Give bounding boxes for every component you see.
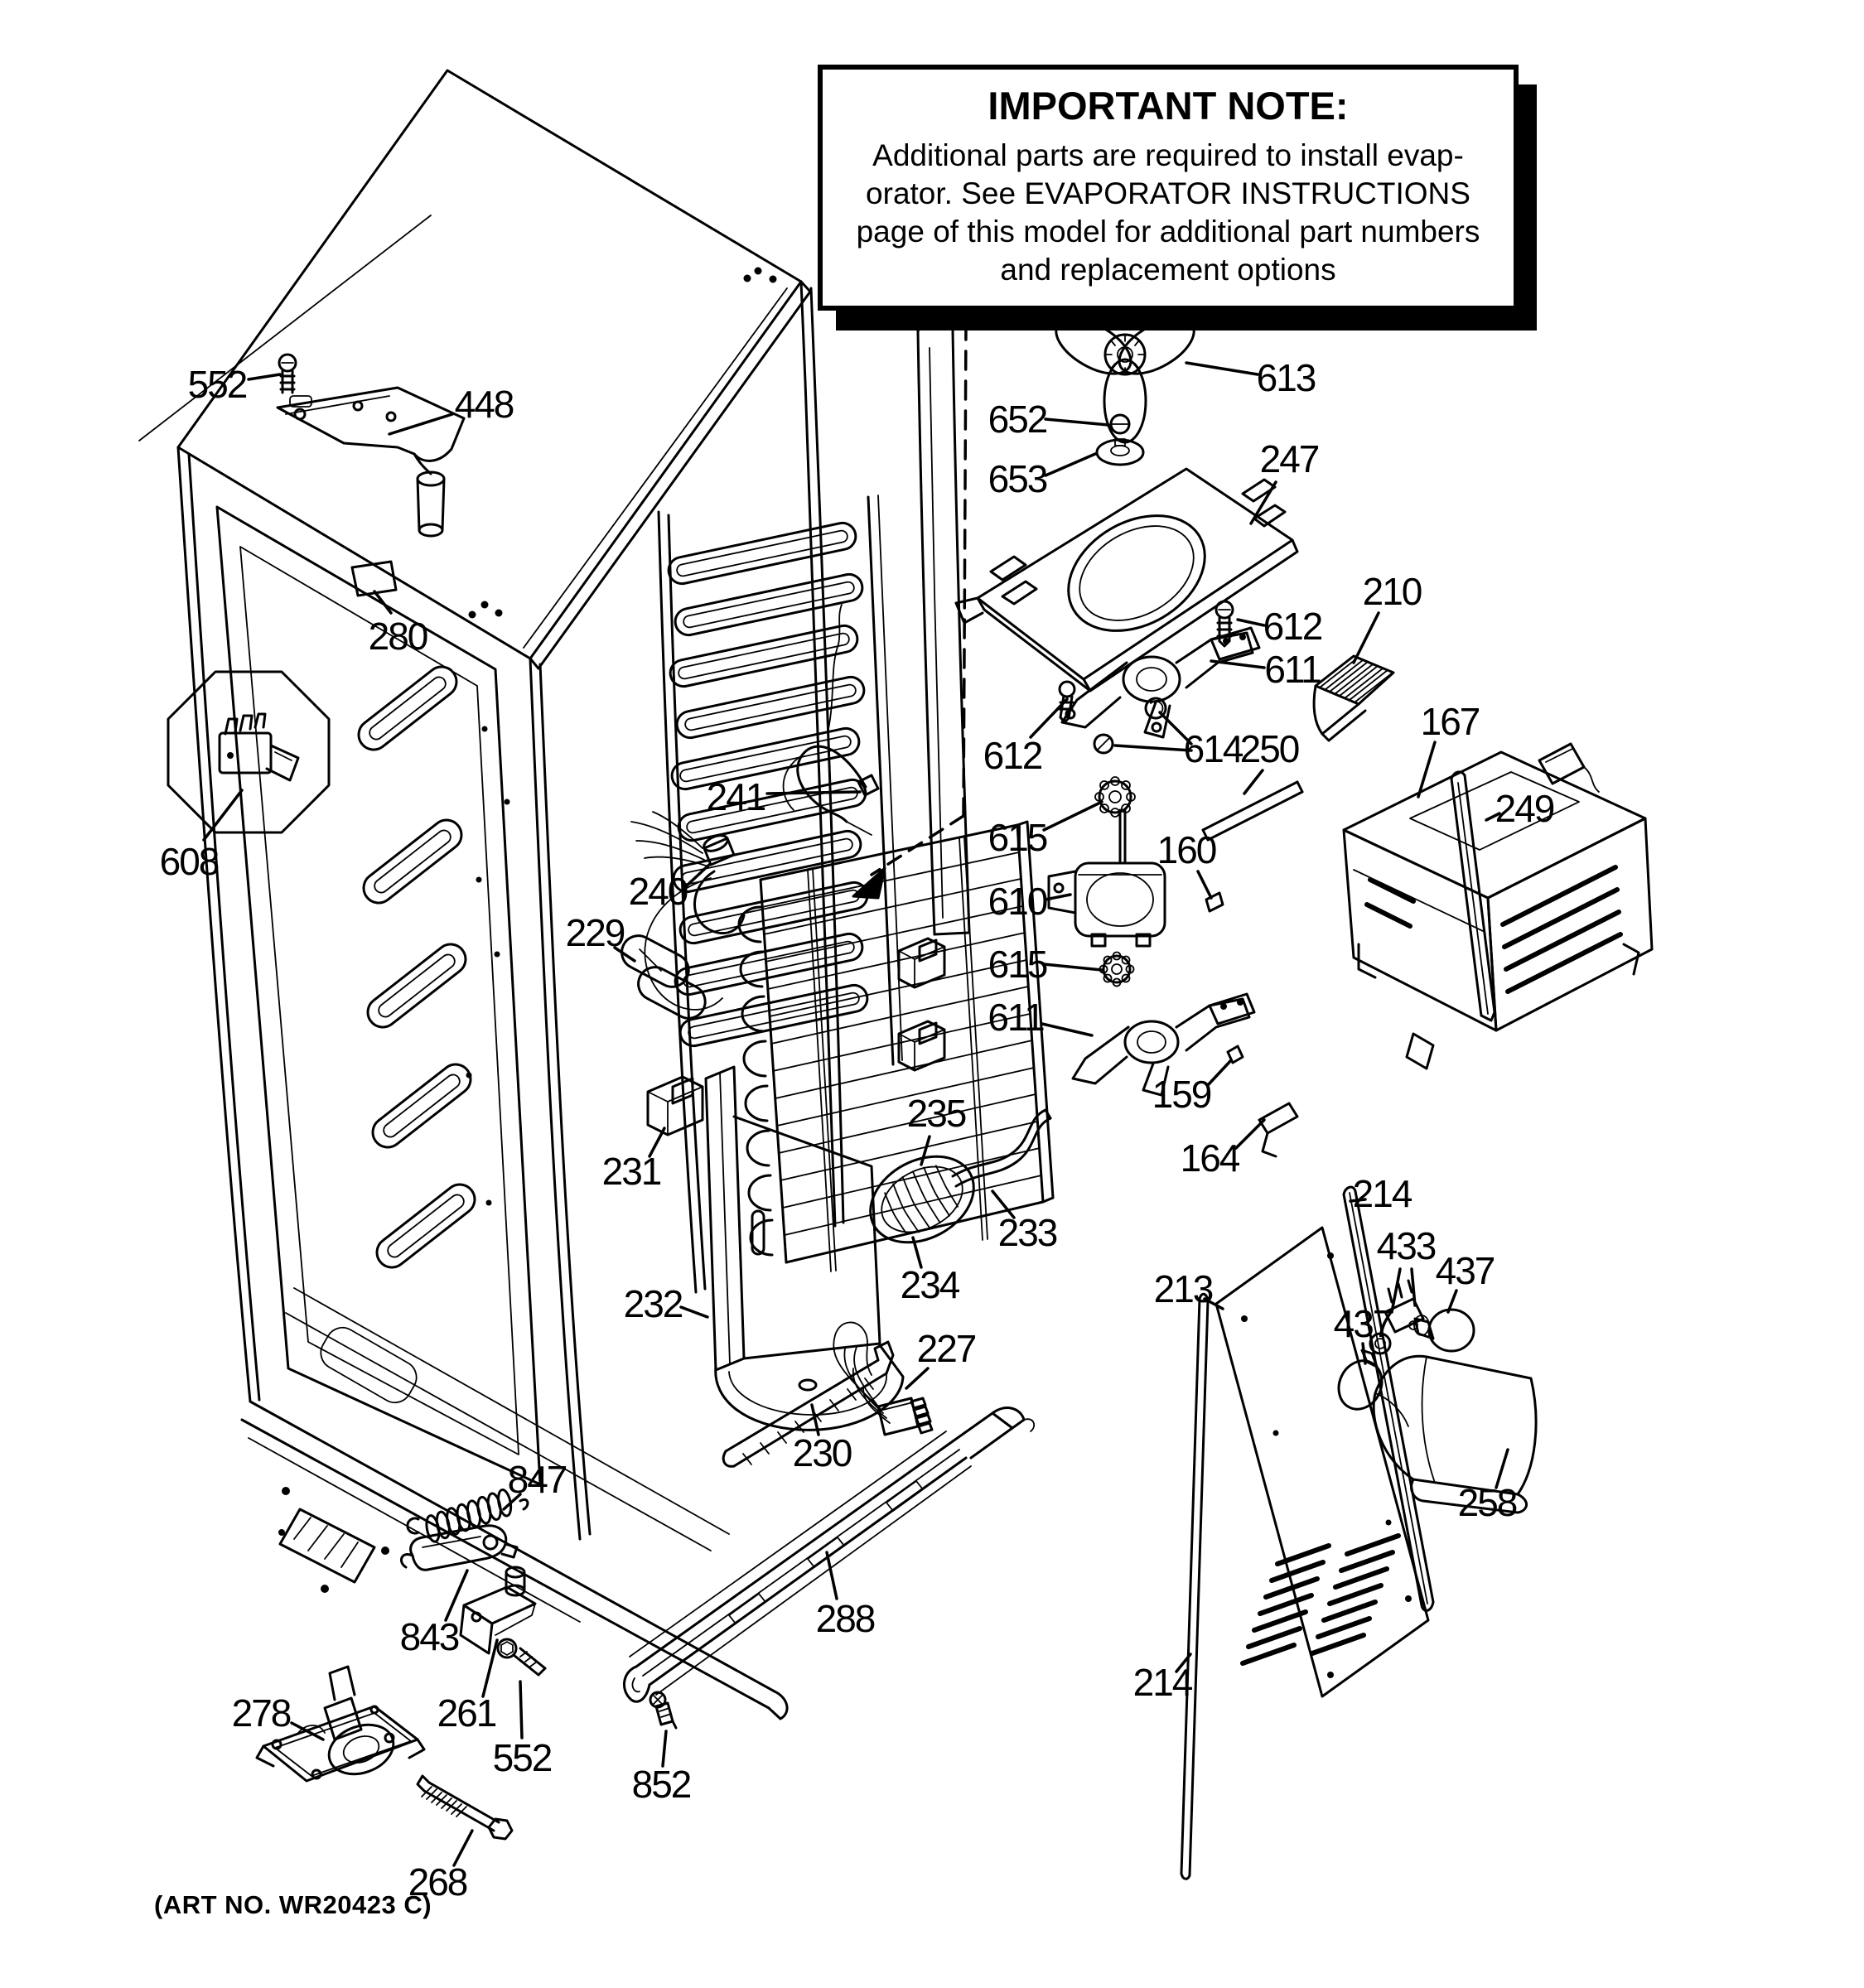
callout-278	[232, 1691, 323, 1740]
callout-611	[988, 996, 1092, 1039]
callout-214	[1350, 1172, 1412, 1215]
callout-615	[988, 802, 1102, 859]
trim-strip-249	[1451, 772, 1495, 1021]
part-number-label: 159	[1152, 1073, 1211, 1117]
detail-bubble-608	[168, 672, 329, 832]
screw-852	[650, 1692, 676, 1728]
leader-line	[767, 792, 860, 794]
callout-433	[1377, 1224, 1436, 1312]
base-corner-plate	[278, 1487, 389, 1593]
bracket-164	[1259, 1103, 1297, 1156]
leader-line	[249, 374, 280, 379]
callout-437	[1334, 1302, 1393, 1363]
leader-line	[1211, 661, 1264, 668]
leader-line	[1198, 871, 1211, 898]
leader-line	[1251, 482, 1276, 524]
leader-line	[1115, 746, 1191, 750]
callout-448	[389, 383, 514, 434]
leader-line	[1044, 964, 1102, 970]
part-number-label: 240	[628, 870, 688, 914]
part-number-label: 247	[1259, 437, 1319, 481]
part-number-label: 610	[988, 880, 1047, 924]
part-number-label: 231	[601, 1150, 661, 1194]
part-number-label: 614	[1183, 727, 1243, 771]
leader-line	[681, 1307, 707, 1317]
leader-line	[389, 414, 452, 434]
bushing-653	[1097, 439, 1143, 465]
cap-652	[1111, 415, 1129, 433]
part-number-label: 852	[631, 1763, 691, 1807]
part-number-label: 437	[1435, 1249, 1495, 1293]
part-number-label: 235	[906, 1092, 966, 1136]
part-number-label: 612	[1263, 605, 1322, 649]
callout-615	[988, 943, 1102, 986]
leader-line	[1354, 613, 1379, 663]
part-number-label: 437	[1333, 1302, 1393, 1346]
part-number-label: 234	[900, 1263, 959, 1307]
leader-line	[663, 1731, 666, 1766]
bolt-552-bottom	[498, 1639, 545, 1675]
callout-610	[988, 880, 1070, 923]
note-line-2: orator. See EVAPORATOR INSTRUCTIONS	[866, 176, 1470, 210]
insulation-strip-250	[1203, 782, 1302, 840]
part-number-label: 164	[1180, 1136, 1239, 1180]
callout-214	[1133, 1654, 1193, 1704]
part-number-label: 847	[507, 1458, 567, 1502]
note-line-4: and replacement options	[1000, 253, 1336, 287]
evaporator-cover-232	[706, 1067, 903, 1430]
callout-235	[907, 1092, 966, 1165]
callout-612	[983, 699, 1067, 777]
part-number-label: 210	[1362, 570, 1422, 614]
fan-motor-610	[1049, 810, 1165, 946]
callout-258	[1458, 1450, 1517, 1524]
rear-panel-213	[1216, 1228, 1428, 1696]
grille-210	[1314, 656, 1393, 741]
leader-line	[1186, 363, 1258, 374]
leader-line	[1044, 802, 1102, 830]
part-number-label: 611	[988, 996, 1044, 1040]
divider-dashed-line	[853, 321, 966, 898]
leader-line	[520, 1682, 522, 1738]
note-line-3: page of this model for additional part numbers	[856, 215, 1480, 248]
leader-line	[1042, 1024, 1092, 1035]
callout-552	[188, 363, 280, 406]
part-number-label: 230	[792, 1431, 852, 1475]
part-number-label: 214	[1352, 1172, 1412, 1216]
important-note-box	[818, 65, 1519, 311]
callout-288	[816, 1552, 875, 1640]
leader-line	[827, 1552, 837, 1599]
callout-843	[400, 1571, 467, 1658]
callout-614	[1115, 712, 1243, 770]
callout-852	[632, 1731, 691, 1806]
callout-652	[988, 398, 1108, 441]
note-line-1: Additional parts are required to install evap-	[872, 138, 1464, 172]
part-number-label: 615	[988, 816, 1047, 860]
callout-229	[566, 911, 635, 961]
part-number-label: 288	[815, 1597, 875, 1641]
part-number-label: 160	[1157, 828, 1216, 872]
part-number-label: 280	[368, 615, 427, 659]
screw-552-top	[279, 355, 296, 393]
callout-213	[1154, 1267, 1223, 1310]
part-number-label: 552	[187, 363, 247, 407]
retainer-615-lower	[1100, 953, 1134, 987]
part-number-label: 250	[1239, 727, 1299, 771]
callout-167	[1418, 700, 1480, 797]
callout-layer	[160, 356, 1554, 1904]
callout-250	[1240, 727, 1299, 794]
part-number-label: 653	[988, 457, 1047, 501]
part-number-label: 249	[1495, 787, 1554, 831]
callout-847	[504, 1458, 567, 1509]
part-number-label: 233	[997, 1211, 1057, 1255]
part-number-label: 612	[983, 734, 1042, 778]
bolt-268	[418, 1776, 512, 1839]
callout-159	[1152, 1060, 1231, 1116]
callout-227	[906, 1327, 976, 1388]
part-number-label: 611	[1264, 648, 1321, 692]
callout-231	[602, 1128, 664, 1193]
callout-210	[1354, 570, 1422, 663]
part-number-label: 278	[231, 1691, 291, 1735]
leader-line	[1208, 1060, 1231, 1085]
part-number-label: 214	[1132, 1661, 1192, 1705]
leader-line	[1045, 419, 1108, 425]
fan-shroud-247	[956, 469, 1297, 691]
leader-line	[906, 1368, 928, 1388]
callout-611	[1211, 648, 1321, 691]
part-number-label: 167	[1420, 700, 1480, 744]
part-number-label: 615	[988, 943, 1047, 987]
callout-164	[1181, 1120, 1264, 1180]
part-number-label: 608	[159, 840, 219, 884]
callout-234	[901, 1238, 960, 1306]
trim-strip-214-left	[1181, 1294, 1208, 1879]
part-number-label: 261	[437, 1691, 496, 1735]
part-number-label: 241	[706, 775, 765, 819]
callout-653	[988, 454, 1095, 500]
note-title: IMPORTANT NOTE:	[988, 84, 1349, 128]
leader-line	[1236, 1120, 1264, 1148]
bracket-448	[278, 388, 464, 536]
callout-613	[1186, 356, 1316, 399]
leader-line	[921, 1136, 930, 1165]
part-number-label: 552	[492, 1736, 552, 1780]
art-number: (ART NO. WR20423 C)	[154, 1890, 432, 1919]
part-number-label: 258	[1457, 1481, 1517, 1525]
leader-line	[374, 591, 391, 613]
part-number-label: 213	[1153, 1267, 1213, 1311]
leader-line	[1244, 770, 1263, 794]
callout-249	[1486, 787, 1554, 830]
part-number-label: 433	[1376, 1224, 1436, 1268]
part-number-label: 448	[454, 383, 514, 427]
leader-line	[1238, 620, 1264, 625]
retainer-615-upper	[1095, 777, 1135, 817]
part-number-label: 613	[1256, 356, 1316, 400]
condenser-coils	[666, 520, 870, 1048]
panel-vent-slats	[1243, 1536, 1398, 1663]
callout-552	[493, 1682, 552, 1779]
part-number-label: 268	[408, 1860, 467, 1904]
part-number-label: 652	[988, 398, 1047, 442]
part-number-label: 843	[399, 1615, 459, 1659]
part-number-label: 227	[916, 1327, 976, 1371]
part-number-label: 229	[565, 911, 625, 955]
liner-shelf-rails	[353, 661, 480, 1274]
leader-line	[1045, 454, 1095, 475]
callout-230	[793, 1405, 852, 1474]
part-number-label: 232	[623, 1282, 683, 1326]
callout-608	[160, 790, 242, 883]
callout-437	[1436, 1249, 1495, 1312]
